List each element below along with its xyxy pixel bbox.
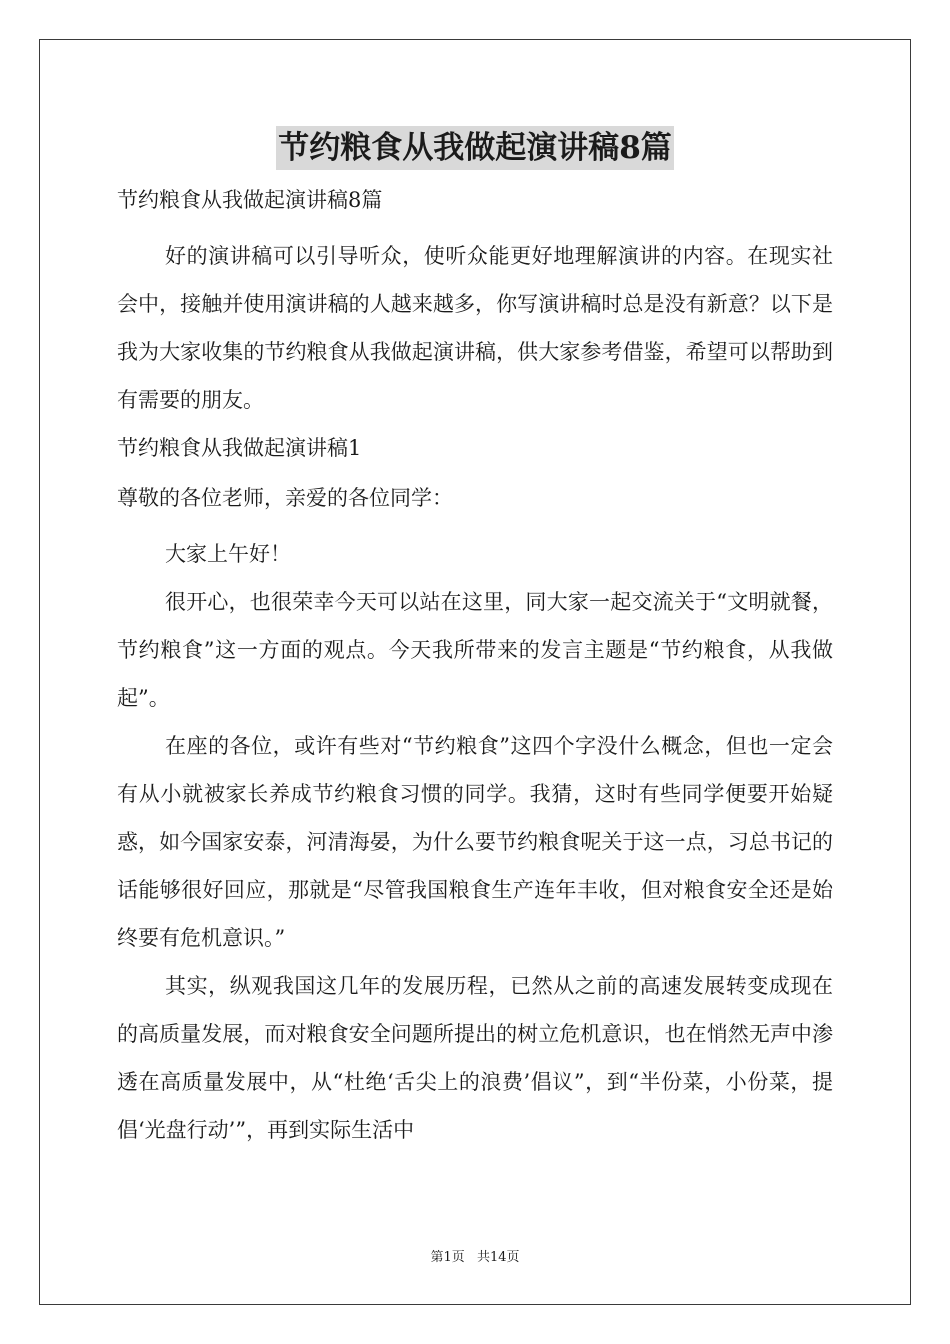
paragraph-intro: 好的演讲稿可以引导听众，使听众能更好地理解演讲的内容。在现实社会中，接触并使用演讲稿的人越来越多，你写演讲稿时总是没有新意？以下是我为大家收集的节约粮食从我做起演讲稿，供大家参考借鉴，希望可以帮助到有需要的朋友。 <box>117 244 833 412</box>
paragraph-body-2: 在座的各位，或许有些对“节约粮食”这四个字没什么概念，但也一定会有从小就被家长养成节约粮食习惯的同学。我猜，这时有些同学便要开始疑惑，如今国家安泰，河清海晏，为什么要节约粮食呢关于这一点，习总书记的话能够很好回应，那就是“尽管我国粮食生产连年丰收，但对粮食安全还是始终要有危机意识。” <box>117 734 833 950</box>
document-body <box>117 182 833 1154</box>
page-number: 第1页 <box>430 1250 465 1265</box>
page-footer <box>0 1246 950 1265</box>
paragraph-salutation: 尊敬的各位老师，亲爱的各位同学： <box>117 486 453 510</box>
title-wrap <box>0 126 950 170</box>
paragraph-body-1: 很开心，也很荣幸今天可以站在这里，同大家一起交流关于“文明就餐，节约粮食”这一方面的观点。今天我所带来的发言主题是“节约粮食，从我做起”。 <box>117 590 833 710</box>
page-total: 共14页 <box>476 1250 520 1265</box>
paragraph-subtitle: 节约粮食从我做起演讲稿8篇 <box>117 188 383 212</box>
document-title: 节约粮食从我做起演讲稿8篇 <box>276 126 674 170</box>
paragraph-greeting: 大家上午好！ <box>165 542 291 566</box>
paragraph-section-heading: 节约粮食从我做起演讲稿1 <box>117 436 362 460</box>
paragraph-body-3: 其实，纵观我国这几年的发展历程，已然从之前的高速发展转变成现在的高质量发展，而对粮食安全问题所提出的树立危机意识，也在悄然无声中渗透在高质量发展中，从“杜绝‘舌尖上的浪费’倡议”，到“半份菜，小份菜，提倡‘光盘行动’”，再到实际生活中 <box>117 974 833 1142</box>
